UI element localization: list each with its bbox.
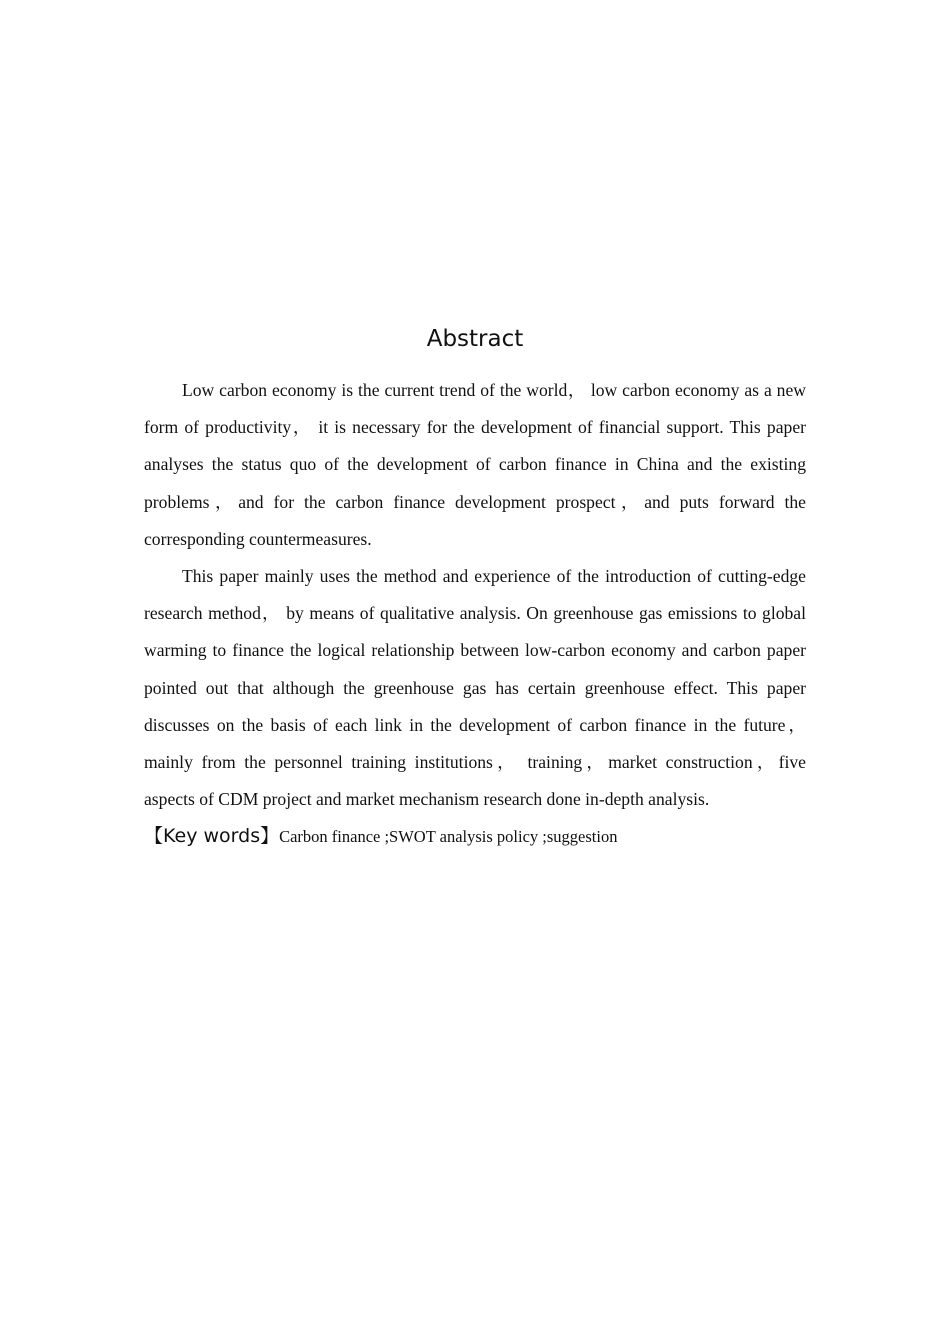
keywords-line [144, 818, 806, 855]
abstract-title: Abstract [426, 326, 524, 352]
abstract-paragraph-1: Low carbon economy is the current trend of the world， low carbon economy as a new form of productivity， it is necessary for the development of financial support. This paper analyses the status quo of the development of carbon finance in China and the existing problems，and for the carbon finance development prospect，and puts forward the corresponding countermeasures. [144, 380, 806, 549]
abstract-paragraph-2: This paper mainly uses the method and experience of the introduction of cutting-edge research method， by means of qualitative analysis. On greenhouse gas emissions to global warming to finance the logical relationship between low-carbon economy and carbon paper pointed out that although the greenhouse gas has certain greenhouse effect. This paper discusses on the basis of each link in the development of carbon finance in the future， mainly from the personnel training institutions， training，market construction，five aspects of CDM project and market mechanism research done in-depth analysis. [144, 566, 806, 810]
keywords-text: Carbon finance ;SWOT analysis policy ;suggestion [279, 827, 618, 847]
keywords-label: 【Key words】 [144, 825, 280, 848]
abstract-body [144, 372, 806, 855]
